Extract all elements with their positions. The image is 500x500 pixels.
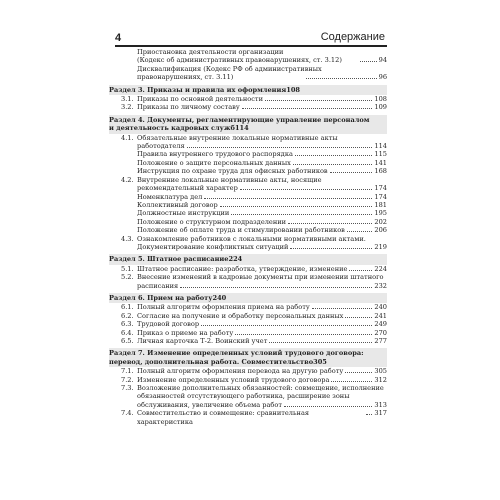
section-heading[interactable]: Раздел 3. Приказы и правила их оформления 108: [109, 85, 387, 95]
toc-page: 94: [378, 56, 388, 65]
toc-entry[interactable]: Должностные инструкции 195: [137, 209, 387, 218]
toc-entry[interactable]: Положение о защите персональных данных 141: [137, 158, 387, 167]
toc-entry[interactable]: Положение об оплате труда и стимулировании работников 206: [137, 226, 387, 235]
toc-entry[interactable]: Положение о структурном подразделении 202: [137, 217, 387, 226]
toc-entry[interactable]: Дисквалификация (Кодекс РФ об административных: [137, 64, 322, 73]
toc-entry[interactable]: 3.2. Приказы по личному составу 109: [121, 103, 387, 112]
toc-page: 96: [378, 73, 388, 82]
section-heading[interactable]: Раздел 6. Прием на работу 240: [109, 293, 387, 303]
toc-entry[interactable]: 7.1. Полный алгоритм оформления перевода на другую работу 305: [121, 367, 387, 376]
toc-entry[interactable]: Правила внутреннего трудового распорядка 115: [137, 150, 387, 159]
toc-entry[interactable]: обслуживания, увеличение объема работ 313: [137, 400, 387, 409]
toc-entry[interactable]: расписания 232: [137, 281, 387, 290]
toc-entry[interactable]: 4.2. Внутренние локальные нормативные акты, носящие: [121, 175, 322, 184]
page-number: 4: [115, 32, 122, 44]
page-header: [0, 0, 500, 45]
toc-entry[interactable]: 6.5. Личная карточка Т-2. Воинский учет 277: [121, 337, 387, 345]
header-rule: [115, 45, 387, 47]
toc-entry[interactable]: 6.4. Приказ о приеме на работу 270: [121, 328, 387, 337]
section-heading[interactable]: Раздел 5. Штатное расписание 224: [109, 254, 387, 264]
toc-entry[interactable]: Инструкция по охране труда для офисных работников 168: [137, 167, 387, 176]
toc-entry[interactable]: правонарушениях, ст. 3.11) 96: [137, 73, 388, 82]
table-of-contents: [109, 48, 387, 426]
section-heading[interactable]: Раздел 4. Документы, регламентирующие управление персоналом и деятельность кадровых служб 114: [109, 115, 387, 134]
toc-entry[interactable]: 7.3. Возложение дополнительных обязанностей: совмещение, исполнение: [121, 384, 384, 393]
toc-entry[interactable]: 4.1. Обязательные внутренние локальные нормативные акты: [121, 133, 338, 142]
toc-entry[interactable]: Коллективный договор 181: [137, 200, 387, 209]
toc-entry[interactable]: (Кодекс об административных правонарушениях, ст. 3.12) 94: [137, 56, 388, 65]
running-title: Содержание: [320, 31, 385, 43]
toc-entry[interactable]: рекомендательный характер 174: [137, 184, 387, 193]
toc-entry[interactable]: 7.2. Изменение определенных условий трудового договора 312: [121, 375, 387, 384]
toc-entry[interactable]: 5.2. Внесение изменений в кадровые документы при изменении штатного: [121, 273, 384, 282]
toc-entry[interactable]: 5.1. Штатное расписание: разработка, утверждение, изменение 224: [121, 264, 387, 273]
toc-entry[interactable]: работодателя 114: [137, 142, 387, 151]
section-heading[interactable]: Раздел 7. Изменение определенных условий трудового договора: перевод, дополнительная работа. Совместительство 305: [109, 348, 387, 367]
toc-entry[interactable]: обязанностей отсутствующего работника, расширение зоны: [137, 392, 350, 401]
toc-entry[interactable]: 6.2. Согласие на получение и обработку персональных данных 241: [121, 311, 387, 320]
toc-entry[interactable]: 7.4. Совместительство и совмещение: сравнительная характеристика 317: [121, 409, 387, 426]
toc-entry[interactable]: 6.3. Трудовой договор 249: [121, 320, 387, 329]
toc-entry[interactable]: Номенклатура дел 174: [137, 192, 387, 201]
toc-entry[interactable]: Документирование конфликтных ситуаций 219: [137, 242, 387, 251]
toc-entry[interactable]: Приостановка деятельности организации: [137, 48, 284, 56]
toc-entry[interactable]: 4.3. Ознакомление работников с локальными нормативными актами.: [121, 234, 366, 243]
toc-entry[interactable]: 3.1. Приказы по основной деятельности 108: [121, 95, 387, 104]
toc-entry[interactable]: 6.1. Полный алгоритм оформления приема на работу 240: [121, 303, 387, 312]
